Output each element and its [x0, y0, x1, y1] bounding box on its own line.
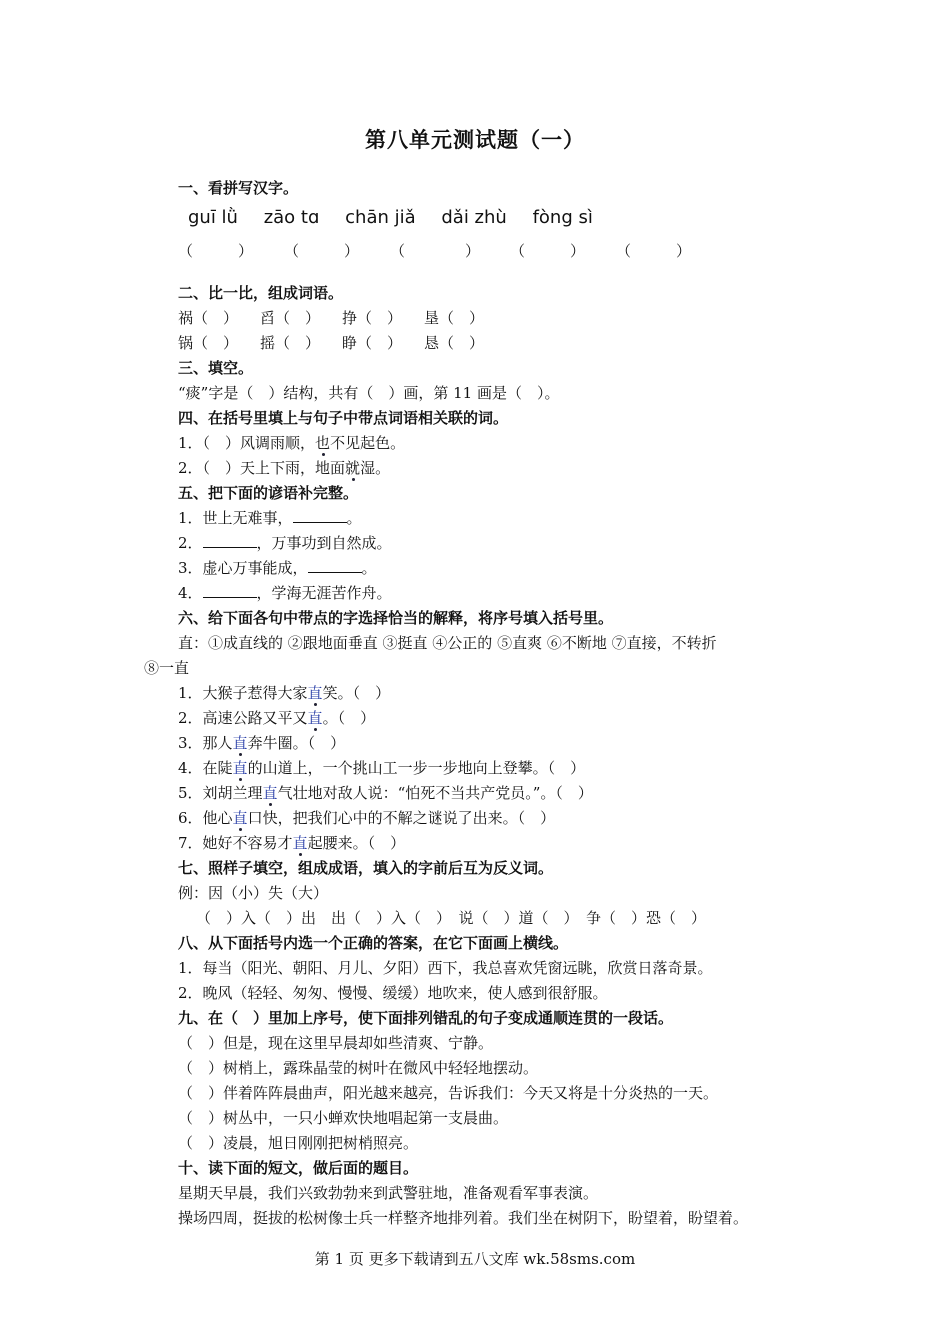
section-7-heading: 七、照样子填空，组成成语，填入的字前后互为反义词。 — [178, 859, 554, 877]
answer-paren: （ ） — [616, 242, 692, 260]
proverb-line: 3．虚心万事能成， 。 — [178, 559, 377, 577]
choice-line: 1．每当（阳光、朝阳、月儿、夕阳）西下，我总喜欢凭窗远眺，欣赏日落奇景。 — [178, 959, 713, 977]
proverb-line: 4． ，学海无涯苦作舟。 — [178, 584, 392, 602]
question-line: 1．（ ）风调雨顺，也不见起色。 — [178, 434, 406, 452]
dotted-word: 直 — [307, 684, 323, 702]
answer-paren: （ ） — [510, 242, 586, 260]
word-pair: 摇（ ） — [260, 334, 321, 352]
section-3-heading: 三、填空。 — [178, 359, 254, 377]
page-title: 第八单元测试题（一） — [365, 127, 585, 152]
section-9-heading: 九、在（ ）里加上序号，使下面排列错乱的句子变成通顺连贯的一段话。 — [178, 1009, 674, 1027]
passage-paragraph: 星期天早晨，我们兴致勃勃来到武警驻地，准备观看军事表演。 — [178, 1184, 599, 1202]
question-line: 7．她好不容易才直起腰来。（ ） — [178, 834, 406, 852]
compare-row-2 — [178, 331, 838, 356]
definition-list-cont: ⑧一直 — [144, 659, 190, 677]
answer-paren-row — [178, 235, 838, 267]
answer-blank[interactable] — [203, 533, 257, 548]
page-footer: 第 1 页 更多下载请到五八文库 wk.58sms.com — [314, 1250, 636, 1268]
dotted-word: 直 — [262, 784, 278, 802]
word-pair: 锅（ ） — [178, 334, 239, 352]
dotted-word: 就 — [345, 459, 361, 477]
question-line: 3．那人直奔牛圈。（ ） — [178, 734, 346, 752]
pinyin-item: zāo tɑ — [263, 207, 320, 228]
proverb-line: 2． ，万事功到自然成。 — [178, 534, 392, 552]
exam-content — [144, 176, 838, 1231]
dotted-word: 直 — [232, 734, 248, 752]
question-line: 2．高速公路又平又直。（ ） — [178, 709, 376, 727]
question-line: 4．在陡直的山道上，一个挑山工一步一步地向上登攀。（ ） — [178, 759, 586, 777]
section-2-heading: 二、比一比，组成词语。 — [178, 284, 344, 302]
answer-blank[interactable] — [203, 583, 257, 598]
dotted-word: 也 — [315, 434, 331, 452]
pinyin-item: fòng sì — [532, 207, 593, 228]
dotted-word: 直 — [307, 709, 323, 727]
dotted-word: 直 — [292, 834, 308, 852]
pinyin-item: chān jiǎ — [345, 207, 416, 228]
section-8-heading: 八、从下面括号内选一个正确的答案，在它下面画上横线。 — [178, 934, 569, 952]
question-line: 5．刘胡兰理直气壮地对敌人说：“怕死不当共产党员。”。（ ） — [178, 784, 593, 802]
word-pair: 挣（ ） — [342, 309, 403, 327]
choice-line: 2．晚风（轻轻、匆匆、慢慢、缓缓）地吹来，使人感到很舒服。 — [178, 984, 608, 1002]
proverb-line: 1．世上无难事， 。 — [178, 509, 362, 527]
order-item: （ ）树梢上，露珠晶莹的树叶在微风中轻轻地摆动。 — [178, 1059, 539, 1077]
answer-paren: （ ） — [178, 242, 254, 260]
section-10-heading: 十、读下面的短文，做后面的题目。 — [178, 1159, 419, 1177]
fill-line: “痰”字是（ ）结构，共有（ ）画，第 11 画是（ ）。 — [178, 384, 560, 402]
order-item: （ ）凌晨，旭日刚刚把树梢照亮。 — [178, 1134, 419, 1152]
word-pair: 恳（ ） — [424, 334, 485, 352]
compare-row-1 — [178, 306, 838, 331]
section-6-heading: 六、给下面各句中带点的字选择恰当的解释，将序号填入括号里。 — [178, 609, 614, 627]
pinyin-item: dǎi zhù — [441, 207, 507, 228]
pinyin-row — [178, 201, 838, 235]
question-line: 2．（ ）天上下雨，地面就湿。 — [178, 459, 391, 477]
answer-blank[interactable] — [293, 508, 347, 523]
definition-list: 直：①成直线的 ②跟地面垂直 ③挺直 ④公正的 ⑤直爽 ⑥不断地 ⑦直接，不转折 — [178, 634, 717, 652]
answer-paren: （ ） — [284, 242, 360, 260]
example-line: 例：因（小）失（大） — [178, 884, 329, 902]
answer-paren: （ ） — [390, 242, 481, 260]
question-line: 6．他心直口快，把我们心中的不解之谜说了出来。（ ） — [178, 809, 556, 827]
answer-blank[interactable] — [308, 558, 362, 573]
idiom-blanks: （ ）入（ ）出 出（ ）入（ ） 说（ ）道（ ） 争（ ）恐（ ） — [196, 909, 707, 927]
order-item: （ ）树丛中，一只小蝉欢快地唱起第一支晨曲。 — [178, 1109, 509, 1127]
section-5-heading: 五、把下面的谚语补完整。 — [178, 484, 359, 502]
word-pair: 垦（ ） — [424, 309, 485, 327]
passage-paragraph: 操场四周，挺拔的松树像士兵一样整齐地排列着。我们坐在树阴下，盼望着，盼望着。 — [178, 1209, 749, 1227]
section-4-heading: 四、在括号里填上与句子中带点词语相关联的词。 — [178, 409, 509, 427]
question-line: 1．大猴子惹得大家直笑。（ ） — [178, 684, 391, 702]
pinyin-item: guī lǜ — [188, 207, 238, 228]
word-pair: 舀（ ） — [260, 309, 321, 327]
dotted-word: 直 — [232, 759, 248, 777]
dotted-word: 直 — [232, 809, 248, 827]
order-item: （ ）伴着阵阵晨曲声，阳光越来越亮，告诉我们：今天又将是十分炎热的一天。 — [178, 1084, 719, 1102]
section-1-heading: 一、看拼写汉字。 — [178, 179, 299, 197]
word-pair: 祸（ ） — [178, 309, 239, 327]
order-item: （ ）但是，现在这里早晨却如些清爽、宁静。 — [178, 1034, 494, 1052]
word-pair: 睁（ ） — [342, 334, 403, 352]
